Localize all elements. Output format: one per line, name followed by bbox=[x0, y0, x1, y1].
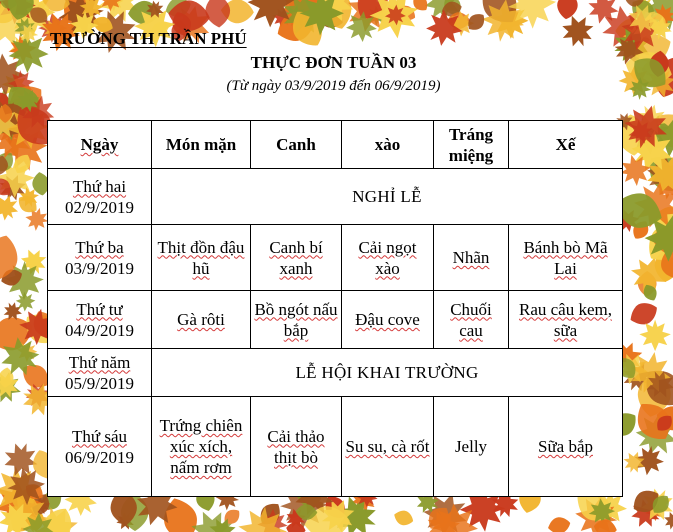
day-cell: Thứ hai 02/9/2019 bbox=[48, 169, 152, 225]
dessert-cell: Nhãn bbox=[434, 225, 509, 291]
snack-cell: Bánh bò Mã Lai bbox=[509, 225, 623, 291]
main-dish-cell: Trứng chiên xúc xích, nấm rơm bbox=[152, 397, 251, 497]
soup-cell: Cải thảo thịt bò bbox=[251, 397, 342, 497]
header-stir-fry: xào bbox=[342, 121, 434, 169]
header-row bbox=[48, 121, 623, 169]
table-row bbox=[48, 291, 623, 349]
snack-cell: Rau câu kem, sữa bbox=[509, 291, 623, 349]
festival-note: LỄ HỘI KHAI TRƯỜNG bbox=[152, 349, 623, 397]
snack-cell: Sữa bắp bbox=[509, 397, 623, 497]
soup-cell: Bồ ngót nấu bắp bbox=[251, 291, 342, 349]
day-cell: Thứ tư 04/9/2019 bbox=[48, 291, 152, 349]
stir-fry-cell: Cải ngọt xào bbox=[342, 225, 434, 291]
soup-cell: Canh bí xanh bbox=[251, 225, 342, 291]
menu-date-range: (Từ ngày 03/9/2019 đến 06/9/2019) bbox=[226, 78, 441, 94]
holiday-note: NGHỈ LỄ bbox=[152, 169, 623, 225]
day-cell: Thứ ba 03/9/2019 bbox=[48, 225, 152, 291]
header-soup: Canh bbox=[251, 121, 342, 169]
dessert-cell: Jelly bbox=[434, 397, 509, 497]
stir-fry-cell: Su su, cà rốt bbox=[342, 397, 434, 497]
day-cell: Thứ năm 05/9/2019 bbox=[48, 349, 152, 397]
main-dish-cell: Thịt đồn đậu hũ bbox=[152, 225, 251, 291]
table-row bbox=[48, 225, 623, 291]
table-row bbox=[48, 169, 623, 225]
table-row bbox=[48, 349, 623, 397]
header-main-dish: Món mặn bbox=[152, 121, 251, 169]
main-dish-cell: Gà rôti bbox=[152, 291, 251, 349]
header-day: Ngày bbox=[48, 121, 152, 169]
menu-title: THỰC ĐƠN TUẦN 03 bbox=[250, 53, 417, 72]
header-dessert: Tráng miệng bbox=[434, 121, 509, 169]
school-name: TRƯỜNG TH TRẦN PHÚ bbox=[50, 29, 247, 48]
weekly-menu-table bbox=[47, 120, 623, 497]
table-row bbox=[48, 397, 623, 497]
header-snack: Xế bbox=[509, 121, 623, 169]
stir-fry-cell: Đậu cove bbox=[342, 291, 434, 349]
day-cell: Thứ sáu 06/9/2019 bbox=[48, 397, 152, 497]
dessert-cell: Chuối cau bbox=[434, 291, 509, 349]
